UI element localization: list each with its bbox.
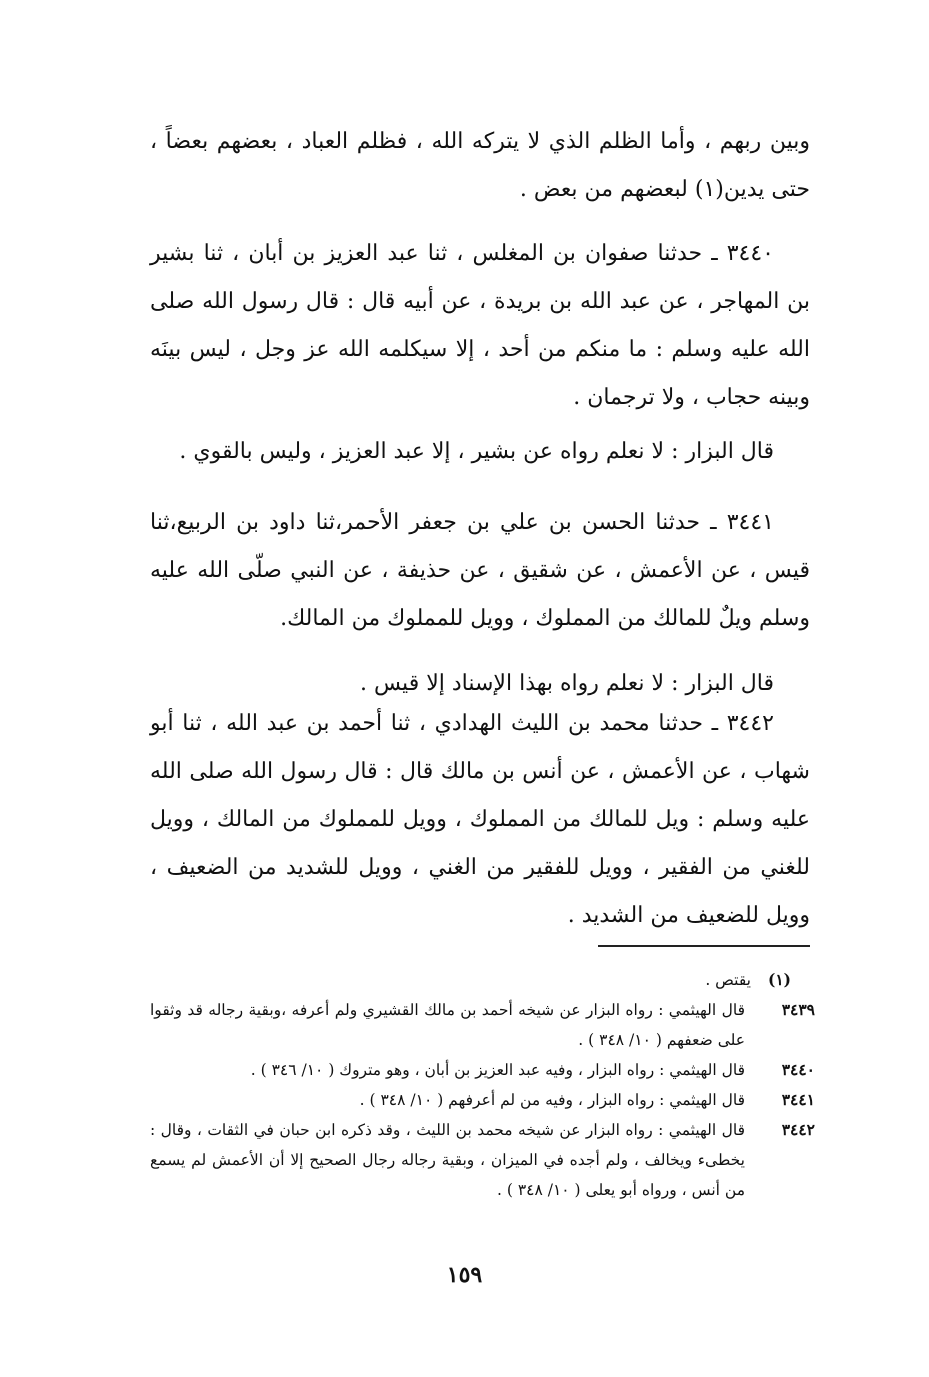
footnote-item — [150, 995, 815, 1055]
footnote-item — [150, 1055, 815, 1085]
footnote-divider — [598, 945, 810, 947]
footnote-item — [150, 1115, 815, 1205]
bazzar-comment-3441: قال البزار : لا نعلم رواه بهذا الإسناد إلا قيس . — [360, 671, 774, 696]
bazzar-comment-3440: قال البزار : لا نعلم رواه عن بشير ، إلا عبد العزيز ، وليس بالقوي . — [179, 439, 774, 464]
page-number: ١٥٩ — [446, 1262, 483, 1288]
footnote-text: قال الهيثمي : رواه البزار عن شيخه محمد بن الليث ، وقد ذكره ابن حبان في الثقات ، وقال : يخطىء ويخالف ، ولم أجده في الميزان ، وبقية رجاله رجال الصحيح إلا أن الأعمش لم يسمع من أنس ، ورواه أبو يعلى ( ١٠/ ٣٤٨ ) . — [150, 1121, 745, 1199]
footnote-text: قال الهيثمي : رواه البزار عن شيخه أحمد بن مالك القشيري ولم أعرفه ،وبقية رجاله قد وثقوا على ضعفهم ( ١٠/ ٣٤٨ ) . — [150, 1001, 745, 1049]
footnote-item — [150, 1085, 815, 1115]
footnote-number: (١) — [767, 970, 791, 989]
hadith-3442: ٣٤٤٢ ـ حدثنا محمد بن الليث الهدادي ، ثنا أحمد بن عبد الله ، ثنا أبو شهاب ، عن الأعمش ، عن أنس بن مالك قال : قال رسول الله صلى الله عليه وسلم : ويل للمالك من المملوك ، وويل للمملوك من المالك ، وويل للغني من الفقير ، وويل للفقير من الغني ، وويل للشديد من الضعيف ، وويل للضعيف من الشديد . — [150, 711, 810, 928]
hadith-3440: ٣٤٤٠ ـ حدثنا صفوان بن المغلس ، ثنا عبد العزيز بن أبان ، ثنا بشير بن المهاجر ، عن عبد الله بن بريدة ، عن أبيه قال : قال رسول الله صلى الله عليه وسلم : ما منكم من أحد ، إلا سيكلمه الله عز وجل ، ليس بينَه وبينه حجاب ، ولا ترجمان . — [150, 241, 810, 410]
footnote-text: قال الهيثمي : رواه البزار ، وفيه عبد العزيز بن أبان ، وهو متروك ( ١٠/ ٣٤٦ ) . — [250, 1061, 745, 1079]
footnote-text: قال الهيثمي : رواه البزار ، وفيه من لم أعرفهم ( ١٠/ ٣٤٨ ) . — [359, 1091, 745, 1109]
footnotes-list — [150, 965, 815, 1205]
hadith-3441: ٣٤٤١ ـ حدثنا الحسن بن علي بن جعفر الأحمر،ثنا داود بن الربيع،ثنا قيس ، عن الأعمش ، عن شقيق ، عن حذيفة ، عن النبي صلّى الله عليه وسلم ويلٌ للمالك من المملوك ، وويل للمملوك من المالك. — [150, 510, 810, 631]
footnote-text: يقتص . — [705, 971, 751, 989]
footnote-item — [150, 965, 815, 995]
paragraph-continuation: وبين ربهم ، وأما الظلم الذي لا يتركه الله ، فظلم العباد ، بعضهم بعضاً ، حتى يدين(١) لبعضهم من بعض . — [150, 129, 810, 202]
footnote-number: ٣٤٤٠ — [781, 1060, 815, 1079]
footnote-number: ٣٤٣٩ — [781, 1000, 815, 1019]
footnote-number: ٣٤٤٢ — [781, 1120, 815, 1139]
footnote-number: ٣٤٤١ — [781, 1090, 815, 1109]
